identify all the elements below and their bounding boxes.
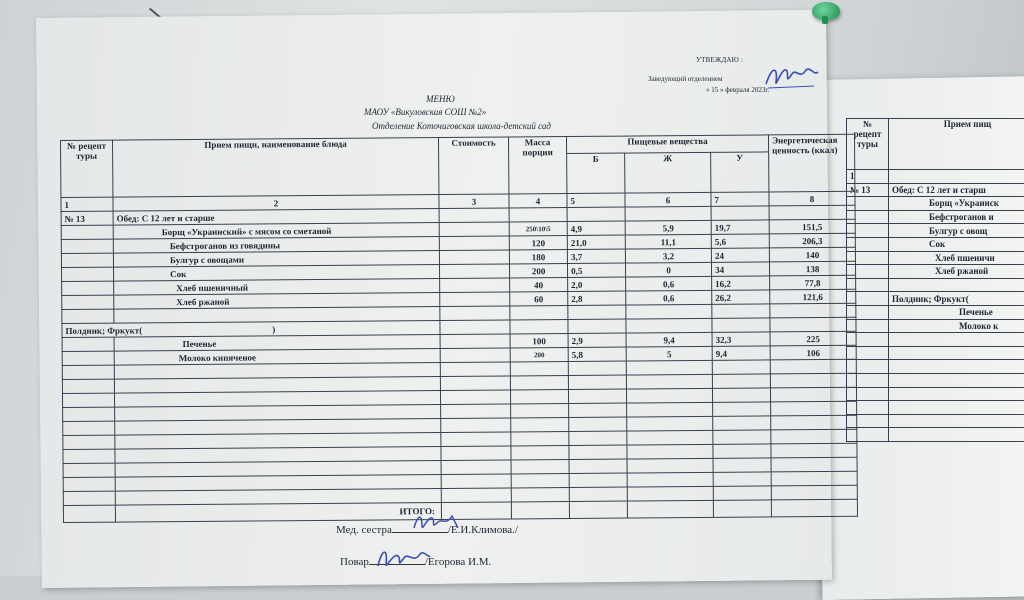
nurse-name: /Е.И.Климова./ (448, 524, 518, 536)
dish-carbs: 19,7 (711, 220, 769, 234)
dish-protein: 5,8 (568, 347, 626, 361)
side-snack-label: Полдник; Фркукт( (889, 292, 1024, 306)
dish-protein: 2,0 (568, 277, 626, 291)
school-name: МАОУ «Викуловская СОШ №2» (364, 107, 486, 117)
side-snack-item: Молоко к (889, 319, 1024, 333)
dish-protein: 21,0 (567, 235, 625, 249)
dish-mass: 120 (509, 236, 567, 250)
side-lunch-num: № 13 (847, 183, 889, 197)
dish-mass: 200 (509, 264, 567, 278)
dish-name: Сок (113, 265, 439, 282)
signature-icon (762, 58, 822, 94)
signature-icon (410, 508, 464, 534)
side-num-row (847, 170, 1024, 184)
lunch-label: Обед: С 12 лет и старше (113, 209, 439, 226)
table-row (847, 210, 1024, 224)
dish-carbs: 5,6 (711, 234, 769, 248)
side-col-recipe: № рецепт туры (847, 119, 889, 170)
col-dish-name: Прием пищи, наименование блюда (113, 138, 439, 198)
side-lunch-label: Обед: С 12 лет и старш (889, 183, 1024, 197)
side-col-dish: Прием пищ (889, 119, 1024, 170)
dish-kcal: 225 (770, 331, 856, 346)
side-item: Борщ «Украинск (889, 197, 1024, 211)
side-menu-table (846, 118, 1024, 442)
cook-name: /Егорова И.М. (425, 556, 491, 568)
col-fat: Ж (625, 153, 711, 193)
table-row (847, 265, 1024, 279)
dish-mass: 100 (510, 334, 568, 348)
col-num: 4 (509, 194, 567, 208)
side-item: Бефстроганов и (889, 210, 1024, 224)
menu-table (60, 134, 858, 523)
col-nutrients: Пищевые вещества (566, 135, 768, 154)
col-portion-mass: Масса порции (508, 137, 566, 194)
push-pin-stem (822, 16, 828, 24)
table-row (847, 278, 1024, 292)
dish-name: Молоко кипяченое (114, 349, 440, 366)
signature-icon (374, 544, 432, 572)
table-row (847, 319, 1024, 333)
dish-carbs: 16,2 (712, 276, 770, 290)
dish-fat: 5,9 (625, 220, 711, 235)
table-row (847, 197, 1024, 211)
col-num: 8 (769, 191, 855, 206)
dish-kcal: 206,3 (769, 233, 855, 248)
snack-close: ) (272, 324, 275, 334)
dish-name: Хлеб пшеничный (114, 279, 440, 296)
dish-name: Печенье (114, 335, 440, 352)
dish-mass: 40 (510, 278, 568, 292)
col-cost: Стоимость (438, 137, 508, 195)
table-row (847, 305, 1024, 319)
dish-carbs: 9,4 (712, 346, 770, 360)
col-carbs: У (711, 152, 769, 192)
dish-fat: 3,2 (625, 248, 711, 263)
dish-mass: 60 (510, 292, 568, 306)
dish-protein: 2,8 (568, 291, 626, 305)
col-energy: Энергетическая ценность (ккал) (768, 134, 854, 192)
dish-kcal: 140 (769, 247, 855, 262)
dish-fat: 0,6 (626, 290, 712, 305)
col-num: 2 (113, 195, 439, 212)
snack-label: Полдник; Фркукт( (65, 325, 142, 336)
head-of-department-label: Заведующий отделением (648, 75, 723, 83)
dish-carbs: 24 (711, 248, 769, 262)
approve-label: УТВЕЖДАЮ : (696, 56, 743, 64)
dish-protein: 2,9 (568, 333, 626, 347)
dish-carbs: 26,2 (712, 290, 770, 304)
col-recipe-number: № рецепт туры (61, 140, 113, 197)
dish-kcal: 151,5 (769, 219, 855, 234)
side-snack-row (847, 292, 1024, 306)
side-header-row (847, 119, 1024, 170)
side-item: Булгур с овощ (889, 224, 1024, 238)
side-lunch-row (847, 183, 1024, 197)
col-num: 5 (567, 193, 625, 207)
side-item: Сок (889, 237, 1024, 251)
dish-kcal: 106 (770, 345, 856, 360)
dish-name: Бефстроганов из говядины (113, 237, 439, 254)
col-protein: Б (567, 153, 625, 193)
lunch-recipe-number: № 13 (61, 211, 113, 225)
dish-fat: 11,1 (625, 234, 711, 249)
dish-fat: 5 (626, 346, 712, 361)
dish-name: Борщ «Украинский» с мясом со сметаной (113, 223, 439, 240)
table-row (847, 224, 1024, 238)
total-label: ИТОГО: (115, 503, 441, 523)
cook-label: Повар (340, 556, 369, 568)
dish-carbs: 34 (711, 262, 769, 276)
nurse-label: Мед. сестра (336, 524, 392, 536)
col-num: 7 (711, 192, 769, 206)
side-item: Хлеб ржаной (889, 265, 1024, 279)
dish-carbs: 32,3 (712, 332, 770, 346)
dish-mass: 200 (510, 348, 568, 362)
side-num-1: 1 (847, 170, 889, 184)
menu-title: МЕНЮ (426, 94, 455, 104)
col-num: 6 (625, 192, 711, 207)
dish-kcal: 138 (769, 261, 855, 276)
dish-name: Хлеб ржаной (114, 293, 440, 310)
table-row (847, 237, 1024, 251)
dish-protein: 3,7 (567, 249, 625, 263)
dish-protein: 4,9 (567, 221, 625, 235)
dish-mass: 180 (509, 250, 567, 264)
dish-name: Булгур с овощами (113, 251, 439, 268)
dish-protein: 0,5 (567, 263, 625, 277)
dish-fat: 9,4 (626, 332, 712, 347)
side-snack-item: Печенье (889, 305, 1024, 319)
col-num: 1 (61, 197, 113, 211)
dish-fat: 0 (625, 262, 711, 277)
dish-fat: 0,6 (626, 276, 712, 291)
side-item: Хлеб пшеничн (889, 251, 1024, 265)
approval-date: « 15 » февраля 2023г. (706, 86, 769, 94)
dish-mass: 250\10\5 (509, 222, 567, 236)
col-num: 3 (439, 194, 509, 209)
dish-kcal: 121,6 (770, 289, 856, 304)
dish-kcal: 77,8 (770, 275, 856, 290)
table-row (847, 251, 1024, 265)
department-name: Отделение Коточиговская школа-детский сад (372, 121, 551, 131)
